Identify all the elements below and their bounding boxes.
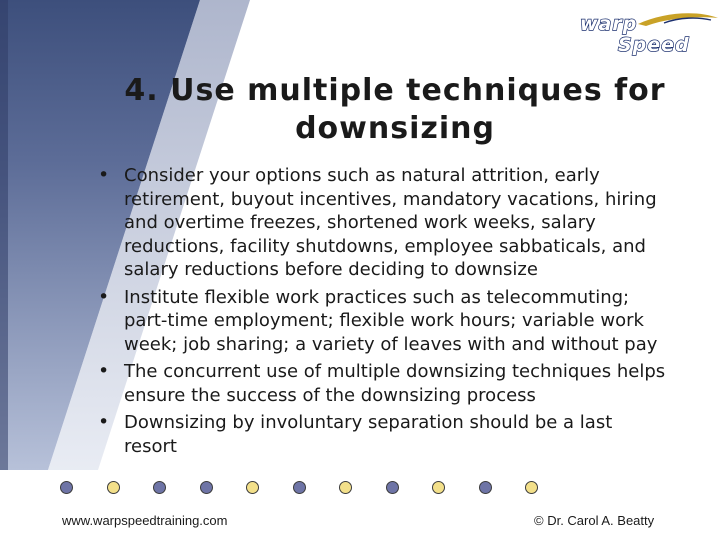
yellow-dot-icon (525, 481, 538, 494)
bullet-marker: • (98, 164, 110, 186)
yellow-dot-icon (432, 481, 445, 494)
warp-speed-logo (568, 8, 722, 56)
bullet-marker: • (98, 285, 110, 308)
bullet-item-last-resort (90, 411, 690, 458)
yellow-dot-icon (246, 481, 259, 494)
navy-dot-icon (60, 481, 73, 494)
bullet-text-line: ensure the success of the downsizing process (124, 384, 536, 406)
bullet-marker: • (98, 360, 110, 382)
slide-title (100, 72, 690, 148)
logo-text-line1: warp (580, 13, 638, 35)
navy-dot-icon (386, 481, 399, 494)
bullet-text-line: resort (124, 435, 177, 457)
bullet-text-line: Institute flexible work practices such as telecommuting; (124, 286, 630, 308)
bullet-marker: • (98, 411, 110, 433)
bullet-text-line: week; job sharing; a variety of leaves with and without pay (124, 333, 658, 355)
bullet-item-flexible-work (90, 286, 690, 357)
bullet-item-concurrent-techniques (90, 360, 690, 407)
bullet-text-line: salary reductions before deciding to downsize (124, 259, 538, 280)
bullet-text-line: part-time employment; flexible work hours; variable work (124, 310, 644, 331)
bullet-text-line: and overtime freezes, shortened work weeks, salary (124, 212, 596, 233)
bullet-item-options (90, 164, 690, 282)
yellow-dot-icon (107, 481, 120, 494)
navy-dot-icon (293, 481, 306, 494)
slide-title-line2: downsizing (295, 111, 495, 146)
bullet-text-line: Downsizing by involuntary separation should be a last (124, 412, 613, 433)
bullet-text-line: Consider your options such as natural attrition, early (124, 165, 600, 186)
bullet-text-line: retirement, buyout incentives, mandatory vacations, hiring (124, 188, 657, 210)
yellow-dot-icon (339, 481, 352, 494)
decorative-dot-row (56, 481, 496, 497)
bullet-text-line: reductions, facility shutdowns, employee sabbaticals, and (124, 235, 646, 257)
bullet-text-line: The concurrent use of multiple downsizing techniques helps (124, 361, 666, 382)
navy-dot-icon (200, 481, 213, 494)
navy-dot-icon (479, 481, 492, 494)
logo-text-line2: Speed (618, 34, 690, 56)
navy-dot-icon (153, 481, 166, 494)
sidebar-left-strip (0, 0, 8, 470)
footer-copyright: © Dr. Carol A. Beatty (534, 513, 655, 528)
footer-website: www.warpspeedtraining.com (62, 513, 228, 528)
slide-title-line1: 4. Use multiple techniques for (124, 73, 666, 108)
bullet-list (90, 164, 690, 462)
